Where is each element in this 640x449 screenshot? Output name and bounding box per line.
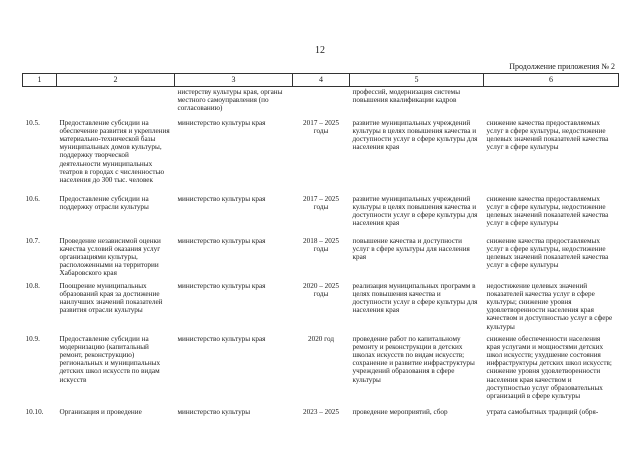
implementation-term: 2017 – 2025 годы <box>303 194 339 211</box>
expected-result: проведение мероприятий, сбор <box>352 407 448 416</box>
measure-name: Предоставление субсидии на обеспечение развития и укрепления материально-технической базы муниципальных домов культуры, поддержку творческой деятельности муниципальных театров в городах с численностью населения до 300 тыс. человек <box>59 118 170 184</box>
row-number: 10.9. <box>25 334 40 343</box>
implementation-term: 2020 – 2025 годы <box>303 281 339 298</box>
consequence: снижение обеспеченности населения края услугами и мощностями детских школ искусств; ухудшение состояния инфраструктуры детских школ искусств; снижение уровня удовлетворенности населения края качеством и доступностью услуг образовательных организаций в сфере культуры <box>486 334 612 400</box>
executor: министерство культуры края <box>177 281 266 290</box>
implementation-term: 2020 год <box>308 334 334 343</box>
header-cell-3: 3 <box>175 74 293 87</box>
consequence: снижение качества предоставляемых услуг в сфере культуры, недостижение целевых значений показателей качества услуг в сфере культуры <box>486 236 609 270</box>
header-cell-6: 6 <box>484 74 619 87</box>
table-row <box>23 195 619 237</box>
implementation-term: 2018 – 2025 годы <box>303 236 339 253</box>
table-row <box>23 237 619 282</box>
consequence: снижение качества предоставляемых услуг в сфере культуры, недостижение целевых значений показателей качества услуг в сфере культуры <box>486 194 609 228</box>
expected-result: развитие муниципальных учреждений культуры в целях повышения качества и доступности услуг в сфере культуры для населения края <box>352 118 478 152</box>
consequence: недостижение целевых значений показателей качества услуг в сфере культуры; снижение уровня удовлетворенности населения края качеством и доступностью услуг в сфере культуры <box>486 281 613 331</box>
header-cell-5: 5 <box>350 74 484 87</box>
expected-result: реализация муниципальных программ в целях повышения качества и доступности услуг в сфере культуры для населения края <box>352 281 478 315</box>
expected-result: развитие муниципальных учреждений культуры в целях повышения качества и доступности услуг в сфере культуры для населения края <box>352 194 478 228</box>
measure-name: Поощрение муниципальных образований края за достижение наилучших значений показателей развития отрасли культуры <box>59 281 163 315</box>
carryover-executor: нистерству культуры края, органы местного самоуправления (по согласованию) <box>177 88 283 113</box>
executor: министерство культуры края <box>177 236 266 245</box>
consequence: снижение качества предоставляемых услуг в сфере культуры, недостижение целевых значений показателей качества услуг в сфере культуры <box>486 118 609 152</box>
executor: министерство культуры <box>177 407 251 416</box>
carryover-result: профессий, модернизация системы повышения квалификации кадров <box>352 88 461 105</box>
header-cell-2: 2 <box>57 74 175 87</box>
appendix-continuation-label: Продолжение приложения № 2 <box>509 62 615 71</box>
header-cell-1: 1 <box>23 74 57 87</box>
executor: министерство культуры края <box>177 334 266 343</box>
measure-name: Организация и проведение <box>59 407 142 416</box>
carryover-row <box>23 87 619 119</box>
table-row <box>23 408 619 420</box>
measure-name: Проведение независимой оценки качества условий оказания услуг организациями культуры, расположенными на территории Хабаровского края <box>59 236 161 278</box>
executor: министерство культуры края <box>177 118 266 127</box>
measure-name: Предоставление субсидии на модернизацию (капитальный ремонт, реконструкцию) региональных и муниципальных детских школ искусств по видам искусств <box>59 334 161 384</box>
table-row <box>23 282 619 335</box>
table-row <box>23 119 619 195</box>
header-row <box>23 74 619 87</box>
row-number: 10.8. <box>25 281 40 290</box>
table-row <box>23 335 619 408</box>
row-number: 10.6. <box>25 194 40 203</box>
measures-table <box>22 73 619 420</box>
executor: министерство культуры края <box>177 194 266 203</box>
consequence: утрата самобытных традиций (обря- <box>486 407 599 416</box>
row-number: 10.7. <box>25 236 40 245</box>
implementation-term: 2023 – 2025 <box>303 407 339 416</box>
expected-result: повышение качества и доступности услуг в сфере культуры для населения края <box>352 236 470 261</box>
page-number: 12 <box>315 45 325 56</box>
expected-result: проведение работ по капитальному ремонту и реконструкции в детских школах искусств по видам искусств; сохранение и развитие инфраструктуры учреждений образования в сфере культуры <box>352 334 475 384</box>
implementation-term: 2017 – 2025 годы <box>303 118 339 135</box>
row-number: 10.10. <box>25 407 44 416</box>
row-number: 10.5. <box>25 118 40 127</box>
header-cell-4: 4 <box>293 74 350 87</box>
measure-name: Предоставление субсидии на поддержку отрасли культуры <box>59 194 149 211</box>
